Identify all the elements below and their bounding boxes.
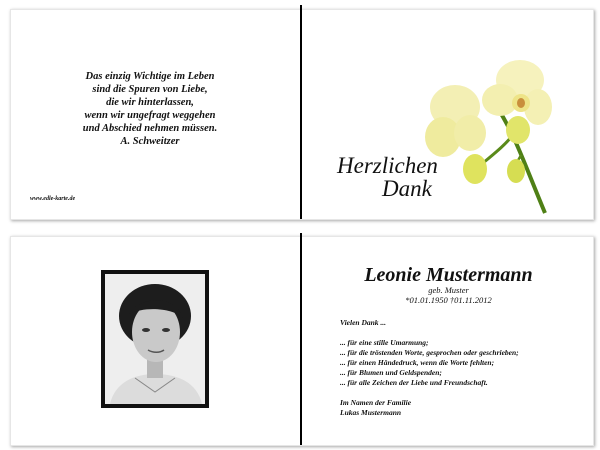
letter-item: ... für Blumen und Geldspenden; <box>340 368 442 377</box>
deceased-name: Leonie Mustermann <box>364 264 533 286</box>
letter-item: ... für alle Zeichen der Liebe und Freundschaft. <box>340 378 488 387</box>
quote-line: Das einzig Wichtige im Leben <box>85 71 215 82</box>
website-link[interactable]: www.edle-karte.de <box>30 196 76 202</box>
letter-signoff: Im Namen der Familie <box>340 398 412 407</box>
fold-line-top <box>300 5 302 219</box>
thanks-heading-line2: Dank <box>382 176 432 201</box>
maiden-name: geb. Muster <box>428 285 469 295</box>
letter-item: ... für einen Händedruck, wenn die Worte fehlten; <box>340 358 495 367</box>
quote-block <box>10 70 290 148</box>
thank-you-letter <box>340 318 519 418</box>
quote-line: sind die Spuren von Liebe, <box>92 84 208 95</box>
quote-line: und Abschied nehmen müssen. <box>82 123 218 134</box>
letter-item: ... für die tröstenden Worte, gesprochen oder geschrieben; <box>340 348 519 357</box>
quote-author: A. Schweitzer <box>120 136 180 147</box>
portrait-photo <box>105 274 205 404</box>
letter-signer: Lukas Mustermann <box>340 408 402 417</box>
quote-line: wenn wir ungefragt weggehen <box>84 110 216 121</box>
letter-item: ... für eine stille Umarmung; <box>340 338 429 347</box>
life-dates: *01.01.1950 †01.11.2012 <box>405 295 492 305</box>
letter-greeting: Vielen Dank ... <box>340 318 387 327</box>
orchid-flower-image <box>425 45 575 215</box>
quote-line: die wir hinterlassen, <box>106 97 194 108</box>
portrait-photo-frame <box>101 270 209 408</box>
thanks-heading-line1: Herzlichen <box>337 153 438 178</box>
